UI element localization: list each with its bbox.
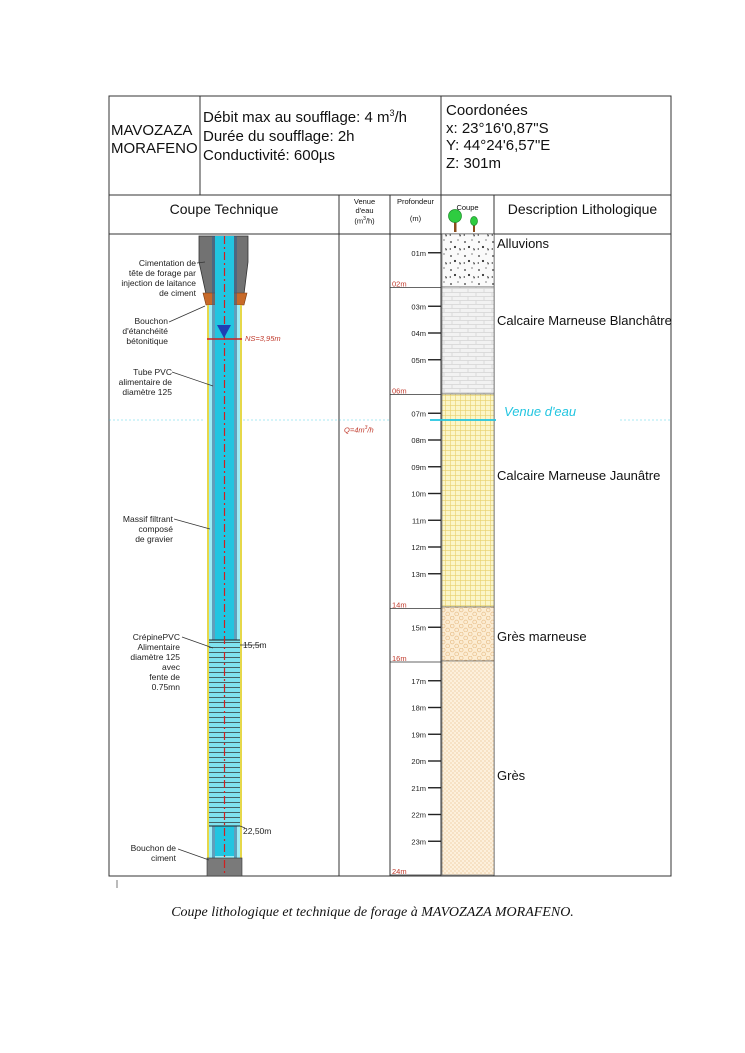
depth-boundary-label: 06m [392,386,407,396]
test-parameters [203,104,407,165]
layer-calcaire-jaunatre [442,394,494,607]
label-cement-plug: Bouchon de ciment [130,843,176,863]
depth-tick-label: 18m [411,703,426,713]
layer-gres-marneuse [442,607,494,661]
lith-label-gres-marneuse: Grès marneuse [497,629,587,644]
depth-boundary-label: 24m [392,867,407,876]
water-inflow-label: Venue d'eau [504,404,577,419]
depth-tick-label: 13m [411,569,426,579]
depth-tick-label: 20m [411,757,426,766]
site-name-line2: MORAFENO [111,140,198,157]
depth-tick-label: 17m [411,676,426,686]
lith-label-calcaire-blanchatre: Calcaire Marneuse Blanchâtre [497,313,672,328]
depth-tick-label: 09m [411,462,426,472]
depth-tick-label: 12m [411,543,426,552]
lithology-column [442,234,494,875]
depth-tick-label: 08m [411,436,426,445]
coords-title: Coordonées [446,102,528,119]
coordinates [446,102,550,172]
static-level-label: NS=3,95m [245,334,281,343]
site-name-line1: MAVOZAZA [111,122,193,139]
depth-tick-label: 05m [411,355,426,365]
col-coupe: Coupe [456,203,479,212]
screen-top-depth: 15,5m [243,640,267,650]
label-screen: CrépinePVC Alimentaire diamètre 125 avec fente de 0.75mn [130,632,180,692]
depth-boundary-label: 16m [392,654,407,663]
depth-tick-label: 03m [411,302,426,312]
conductivity: Conductivité: 600µs [203,147,336,164]
water-flow-rate: $Q=4m^3/h$ [344,425,374,435]
layer-gres [442,661,494,875]
borehole-section [199,236,248,876]
site-name [111,122,198,157]
depth-tick-label: 01m [411,248,426,258]
label-bentonite-seal: Bouchon d'étanchéité bétonitique [122,316,168,346]
screen-bottom-depth: 22,50m [243,826,272,836]
depth-tick-label: 04m [411,329,426,338]
flow-rate: Débit max au soufflage: 4 $m^3/h$ [203,108,408,126]
depth-boundary-label: 14m [392,600,407,610]
depth-tick-label: 23m [411,837,426,847]
depth-tick-label: 21m [411,783,426,793]
lith-label-alluvions: Alluvions [497,236,550,251]
label-gravel-pack: Massif filtrant composé de gravier [122,514,173,544]
col-description: Description Lithologique [507,201,658,217]
depth-tick-label: 15m [411,623,426,633]
depth-tick-label: 22m [411,810,426,820]
label-cementation: Cimentation de tête de forage par injection de laitance de ciment [121,258,196,298]
col-profondeur: Profondeur (m) [396,197,435,223]
layer-alluvions [442,234,494,287]
depth-tick-label: 07m [411,409,426,419]
col-venue: Venue d'eau $(m^3/h)$ [353,197,376,226]
coord-z: Z: 301m [446,154,502,172]
depth-boundary-label: 02m [392,279,407,289]
depth-tick-label: 11m [411,516,426,526]
depth-tick-label: 19m [411,730,426,740]
duration: Durée du soufflage: 2h [203,128,355,145]
coord-x: x: 23°16'0,87"S [446,119,549,137]
col-technique: Coupe Technique [169,201,279,217]
coord-y: Y: 44°24'6,57"E [446,137,551,154]
figure-caption: Coupe lithologique et technique de forage à MAVOZAZA MORAFENO. [171,905,574,920]
layer-calcaire-blanchatre [442,287,494,394]
label-pvc-tube: Tube PVC alimentaire de diamètre 125 [118,367,172,397]
lith-label-calcaire-jaunatre: Calcaire Marneuse Jaunâtre [497,468,661,483]
depth-scale [390,249,441,876]
lith-label-gres: Grès [497,768,526,783]
depth-tick-label: 10m [411,489,426,499]
